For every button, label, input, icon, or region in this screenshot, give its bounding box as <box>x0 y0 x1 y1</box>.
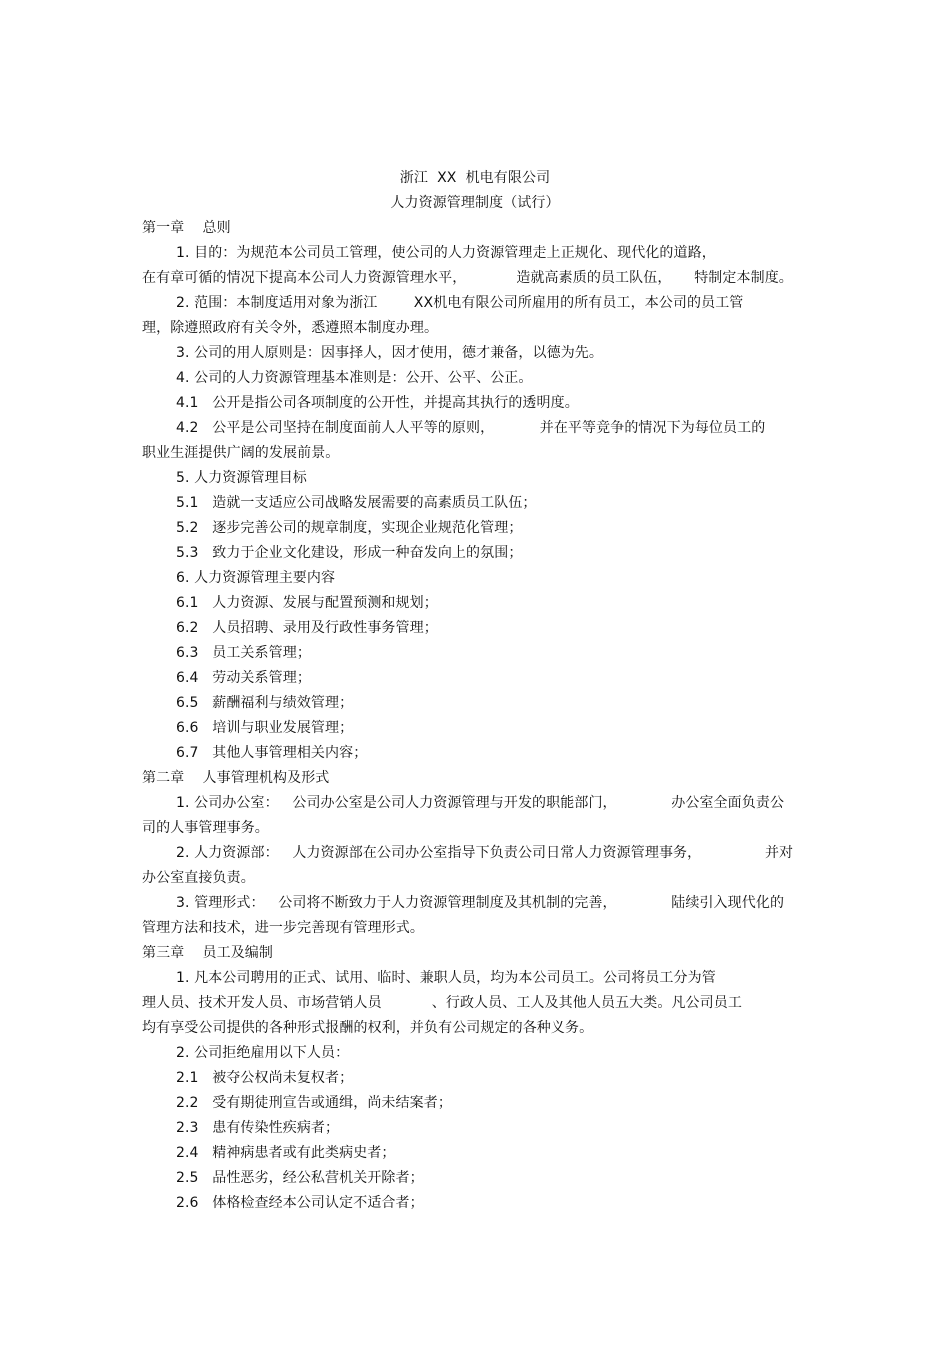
paragraph-line: 职业生涯提供广阔的发展前景。 <box>142 445 340 461</box>
paragraph-line: 2. 公司拒绝雇用以下人员： <box>176 1045 350 1061</box>
paragraph-line: 2.6 体格检查经本公司认定不适合者； <box>176 1195 424 1211</box>
paragraph-line: 3. 公司的用人原则是：因事择人，因才使用，德才兼备，以德为先。 <box>176 345 604 361</box>
paragraph-line: 理人员、技术开发人员、市场营销人员 、行政人员、工人及其他人员五大类。凡公司员工 <box>142 995 742 1011</box>
paragraph-line: 2.3 患有传染性疾病者； <box>176 1120 340 1136</box>
paragraph-line: 2.2 受有期徒刑宣告或通缉，尚未结案者； <box>176 1095 452 1111</box>
paragraph-line: 1. 凡本公司聘用的正式、试用、临时、兼职人员，均为本公司员工。公司将员工分为管 <box>176 970 716 986</box>
paragraph-line: 4.1 公开是指公司各项制度的公开性，并提高其执行的透明度。 <box>176 395 579 411</box>
document-title: 浙江 XX 机电有限公司 <box>399 170 551 186</box>
paragraph-line: 6.1 人力资源、发展与配置预测和规划； <box>176 595 438 611</box>
chapter-2-heading: 第二章 人事管理机构及形式 <box>142 770 330 786</box>
paragraph-line: 理，除遵照政府有关令外，悉遵照本制度办理。 <box>142 320 439 336</box>
paragraph-line: 6.4 劳动关系管理； <box>176 670 311 686</box>
paragraph-line: 5.2 逐步完善公司的规章制度，实现企业规范化管理； <box>176 520 523 536</box>
paragraph-line: 6.5 薪酬福利与绩效管理； <box>176 695 354 711</box>
paragraph-line: 5. 人力资源管理目标 <box>176 470 307 486</box>
paragraph-line: 6. 人力资源管理主要内容 <box>176 570 336 586</box>
paragraph-line: 6.6 培训与职业发展管理； <box>176 720 354 736</box>
paragraph-line: 3. 管理形式： 公司将不断致力于人力资源管理制度及其机制的完善， 陆续引入现代化的 <box>176 895 785 911</box>
paragraph-line: 1. 目的：为规范本公司员工管理，使公司的人力资源管理走上正规化、现代化的道路， <box>176 245 716 261</box>
paragraph-line: 6.7 其他人事管理相关内容； <box>176 745 368 761</box>
chapter-3-heading: 第三章 员工及编制 <box>142 945 274 961</box>
paragraph-line: 均有享受公司提供的各种形式报酬的权利，并负有公司规定的各种义务。 <box>142 1020 594 1036</box>
paragraph-line: 司的人事管理事务。 <box>142 820 269 836</box>
document-subtitle: 人力资源管理制度（试行） <box>390 195 560 211</box>
paragraph-line: 4. 公司的人力资源管理基本准则是：公开、公平、公正。 <box>176 370 533 386</box>
paragraph-line: 2.5 品性恶劣，经公私营机关开除者； <box>176 1170 424 1186</box>
paragraph-line: 2.1 被夺公权尚未复权者； <box>176 1070 354 1086</box>
chapter-1-heading: 第一章 总则 <box>142 220 231 236</box>
paragraph-line: 办公室直接负责。 <box>142 870 255 886</box>
paragraph-line: 管理方法和技术，进一步完善现有管理形式。 <box>142 920 424 936</box>
paragraph-line: 1. 公司办公室： 公司办公室是公司人力资源管理与开发的职能部门， 办公室全面负责公 <box>176 795 785 811</box>
paragraph-line: 5.3 致力于企业文化建设，形成一种奋发向上的氛围； <box>176 545 523 561</box>
paragraph-line: 2.4 精神病患者或有此类病史者； <box>176 1145 396 1161</box>
paragraph-line: 2. 人力资源部： 人力资源部在公司办公室指导下负责公司日常人力资源管理事务， 并对 <box>176 845 794 861</box>
paragraph-line: 6.2 人员招聘、录用及行政性事务管理； <box>176 620 438 636</box>
paragraph-line: 2. 范围：本制度适用对象为浙江 XX机电有限公司所雇用的所有员工，本公司的员工管 <box>176 295 744 311</box>
paragraph-line: 4.2 公平是公司坚持在制度面前人人平等的原则， 并在平等竞争的情况下为每位员工的 <box>176 420 766 436</box>
paragraph-line: 5.1 造就一支适应公司战略发展需要的高素质员工队伍； <box>176 495 537 511</box>
paragraph-line: 在有章可循的情况下提高本公司人力资源管理水平， 造就高素质的员工队伍， 特制定本制度。 <box>142 270 793 286</box>
paragraph-line: 6.3 员工关系管理； <box>176 645 311 661</box>
